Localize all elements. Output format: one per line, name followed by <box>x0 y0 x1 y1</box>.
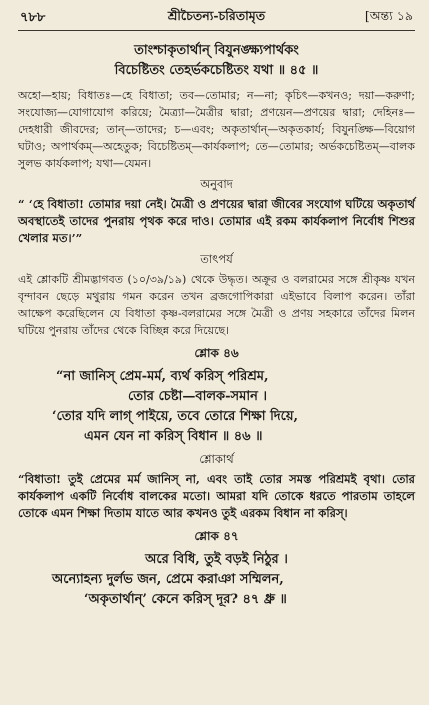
verse-45-sanskrit <box>18 41 415 81</box>
poem-line: ‘তোর যদি লাগ্ পাইয়ে, তবে তোরে শিক্ষা দিয়ে, <box>52 409 299 424</box>
translation-paragraph: “ ‘হে বিধাতা! তোমার দয়া নেই। মৈত্রী ও প্রণয়ের দ্বারা জীবের সংযোগ ঘটিয়ে অকৃতার্থ অবস্থাতেই তাদের পুনরায় পৃথক করে দাও। তোমার এই রকম কার্যকলাপ নির্বোধ শিশুর খেলার মত।’” <box>18 197 415 245</box>
book-page <box>0 6 429 705</box>
page-header <box>18 6 415 31</box>
gloss-heading: শ্লোকার্থ <box>199 452 234 466</box>
poem-line: “না জানিস্ প্রেম-মর্ম, ব্যর্থ করিস্ পরিশ্রম, <box>56 369 269 384</box>
section-reference: [অন্ত্য ১৯ <box>364 8 413 23</box>
purport-paragraph: এই শ্লোকটি শ্রীমদ্ভাগবত (১০/৩৯/১৯) থেকে উদ্ধৃত। অক্রূর ও বলরামের সঙ্গে শ্রীকৃষ্ণ যখন বৃন্দাবন ছেড়ে মথুরায় গমন করেন তখন ব্রজগোপিকারা এইভাবে বিলাপ করেন। তাঁরা আক্ষেপ করেছিলেন যে বিধাতা কৃষ্ণ-বলরামের সঙ্গে মৈত্রী ও প্রণয় সহকারে তাঁদের মিলন ঘটিয়ে পুনরায় তাঁদের থেকে বিচ্ছিন্ন করে দিয়েছে। <box>18 273 415 337</box>
poem-line: এমন যেন না করিস্ বিধান ॥ ৪৬ ॥ <box>84 429 263 444</box>
poem-line: অরে বিধি, তুই বড়ই নিঠুর । <box>145 552 288 567</box>
shloka-47-heading: শ্লোক ৪৭ <box>194 529 239 543</box>
purport-heading: তাৎপর্য <box>200 252 233 266</box>
verse-line: তাংশ্চাকৃতার্থান্ বিযুনঙ্ক্ষ্যপার্থকং <box>134 43 299 58</box>
verse-line: বিচেষ্টিতং তেহর্ভকচেষ্টিতং যথা ॥ ৪৫ ॥ <box>114 63 319 78</box>
translation-heading: অনুবাদ <box>200 177 233 191</box>
poem-line: অন্যোহন্য দুর্লভ জন, প্রেমে করাঞা সম্মিলন, <box>52 572 284 587</box>
book-title: শ্রীচৈতন্য-চরিতামৃত <box>167 8 266 23</box>
synonyms-paragraph: অহো—হায়; বিধাতঃ—হে বিধাতা; তব—তোমার; ন—না; কৃচিৎ—কখনও; দয়া—করুণা; সংযোজ্য—যোগাযোগ করিয়ে; মৈত্র্যা—মৈত্রীর দ্বারা; প্রণয়েন—প্রণয়ের দ্বারা; দেহিনঃ—দেহধারী জীবদের; তান্—তাদের; চ—এবং; অকৃতার্থান্—অকৃতকার্য; বিযুনঙ্ক্ষি—বিয়োগ ঘটাও; অপার্থকম্—অহেতুক; বিচেষ্টিতম্—কার্যকলাপ; তে—তোমার; অর্ভকচেষ্টিতম্—বালক সুলভ কার্যকলাপ; যথা—যেমন। <box>18 89 415 170</box>
poem-line: ‘অকৃতার্থান্’ কেনে করিস্ দূর? ৪৭ ধ্রু ॥ <box>84 592 287 607</box>
page-number: ৭৮৮ <box>20 10 46 25</box>
poem-line: তোর চেষ্টা—বালক-সমান । <box>128 389 268 404</box>
shloka-46-heading: শ্লোক ৪৬ <box>194 346 239 360</box>
gloss-paragraph: “বিধাতা! তুই প্রেমের মর্ম জানিস্ না, এবং তাই তোর সমস্ত পরিশ্রমই বৃথা। তোর কার্যকলাপ একটি নির্বোধ বালকের মতো। আমরা যদি তোকে ধরতে পারতাম তাহলে তোকে এমন শিক্ষা দিতাম যাতে আর কখনও তুই এরকম বিধান না করিস্। <box>18 472 415 520</box>
